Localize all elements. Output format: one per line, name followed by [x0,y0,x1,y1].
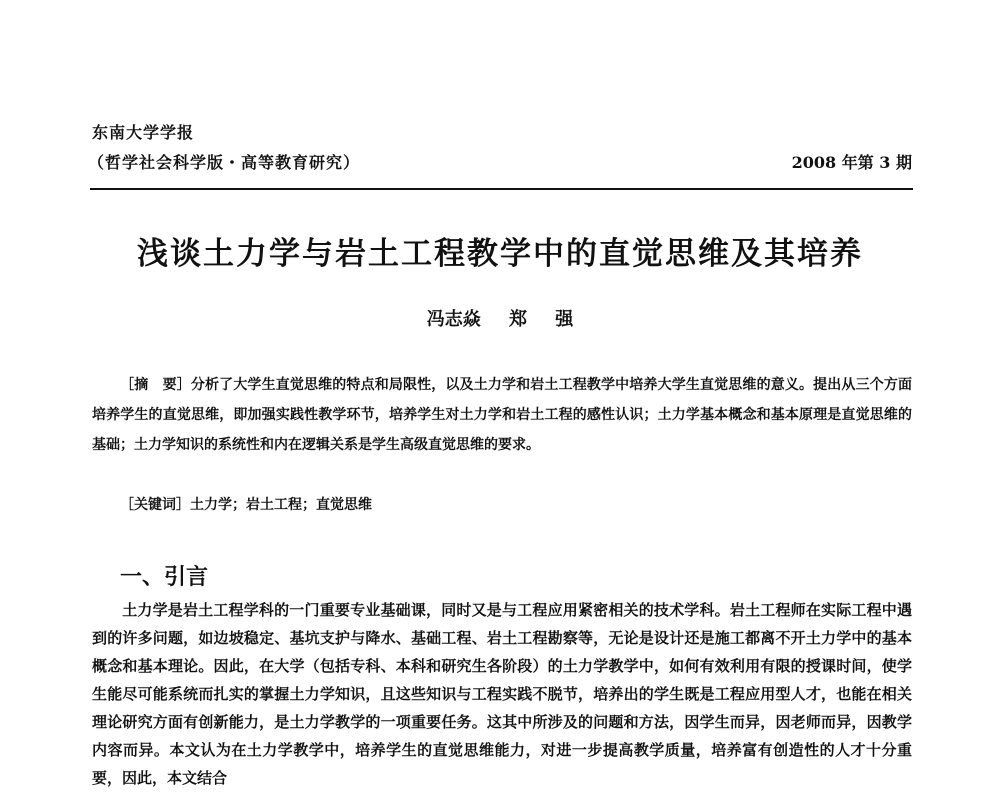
header-rule [90,188,913,190]
journal-subtitle: （哲学社会科学版・高等教育研究） [88,153,361,172]
section-heading: 一、引言 [120,565,209,590]
body-paragraph [92,596,912,792]
journal-name: 东南大学学报 [92,123,195,142]
keywords-label: ［关键词］ [120,497,190,513]
article-authors: 冯志焱 郑 强 [426,309,574,330]
abstract-label: ［摘 要］ [120,377,191,393]
abstract-text: 分析了大学生直觉思维的特点和局限性，以及土力学和岩土工程教学中培养大学生直觉思维的意义。提出从三个方面培养学生的直觉思维，即加强实践性教学环节，培养学生对土力学和岩土工程的感性认识；土力学基本概念和基本原理是直觉思维的基础；土力学知识的系统性和内在逻辑关系是学生高级直觉思维的要求。 [92,377,912,453]
body-text: 土力学是岩土工程学科的一门重要专业基础课，同时又是与工程应用紧密相关的技术学科。岩土工程师在实际工程中遇到的许多问题，如边坡稳定、基坑支护与降水、基础工程、岩土工程勘察等，无论是设计还是施工都离不开土力学中的基本概念和基本理论。因此，在大学（包括专科、本科和研究生各阶段）的土力学教学中，如何有效利用有限的授课时间，使学生能尽可能系统而扎实的掌握土力学知识，且这些知识与工程实践不脱节，培养出的学生既是工程应用型人才，也能在相关理论研究方面有创新能力，是土力学教学的一项重要任务。这其中所涉及的问题和方法，因学生而异，因老师而异，因教学内容而异。本文认为在土力学教学中，培养学生的直觉思维能力，对进一步提高教学质量，培养富有创造性的人才十分重要，因此，本文结合 [92,601,912,787]
keywords [120,490,372,520]
issue-label: 2008 年第 3 期 [791,153,912,172]
article-title: 浅谈土力学与岩土工程教学中的直觉思维及其培养 [137,236,863,272]
keywords-text: 土力学；岩土工程；直觉思维 [190,497,372,513]
abstract [92,370,912,460]
